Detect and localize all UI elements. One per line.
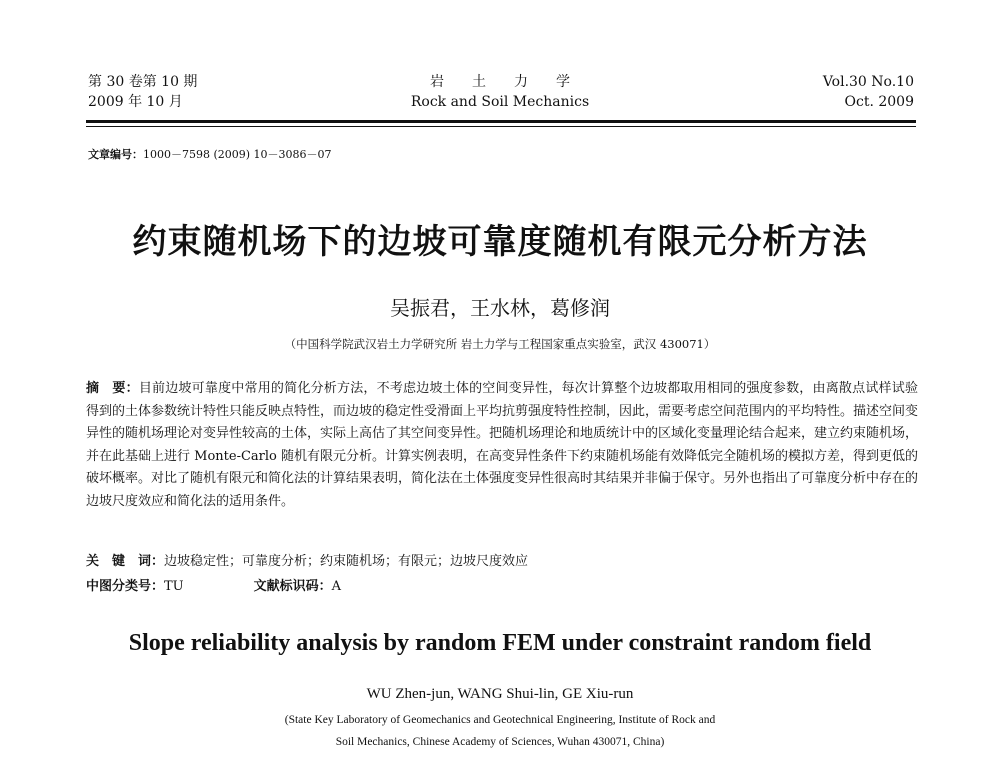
title-cn: 约束随机场下的边坡可靠度随机有限元分析方法 [132, 222, 868, 262]
volume-cn: 第 30 卷第 10 期 [88, 74, 198, 90]
keywords-text: 边坡稳定性；可靠度分析；约束随机场；有限元；边坡尺度效应 [164, 554, 529, 569]
abstract-cn [86, 378, 918, 513]
abstract-label: 摘 要： [86, 381, 139, 396]
date-cn: 2009 年 10 月 [88, 94, 183, 110]
abstract-text: 目前边坡可靠度中常用的简化分析方法，不考虑边坡土体的空间变异性，每次计算整个边坡都取用相同的强度参数，由离散点试样试验得到的土体参数统计特性只能反映点特性，而边坡的稳定性受滑面上平均抗剪强度特性控制，因此，需要考虑空间范围内的平均特性。描述空间变异性的随机场理论对变异性较高的土体，实际上高估了其空间变异性。把随机场理论和地质统计中的区域化变量理论结合起来，建立约束随机场，并在此基础上进行 Monte-Carlo 随机有限元分析。计算实例表明，在高变异性条件下约束随机场能有效降低完全随机场的模拟方差，得到更低的破坏概率。对比了随机有限元和简化法的计算结果表明，简化法在土体强度变异性很高时其结果并非偏于保守。另外也指出了可靠度分析中存在的边坡尺度效应和简化法的适用条件。 [86, 381, 919, 509]
header-rule-thin [86, 126, 916, 127]
journal-title-cn: 岩土力学 [430, 74, 598, 90]
doc-code-value: A [331, 579, 342, 594]
volume-en: Vol.30 No.10 [822, 74, 914, 90]
authors-cn: 吴振君，王水林，葛修润 [390, 296, 610, 320]
authors-en: WU Zhen-jun, WANG Shui-lin, GE Xiu-run [366, 686, 634, 702]
affiliation-en-line2: Soil Mechanics, Chinese Academy of Sciences, Wuhan 430071, China) [335, 736, 665, 748]
date-en: Oct. 2009 [844, 94, 914, 110]
keywords-label: 关 键 词： [86, 554, 165, 569]
title-en: Slope reliability analysis by random FEM under constraint random field [128, 630, 872, 656]
header-rule-thick [86, 120, 916, 123]
affiliation-en-line1: (State Key Laboratory of Geomechanics and Geotechnical Engineering, Institute of Rock and [284, 714, 716, 726]
article-number [88, 146, 332, 162]
doc-code-label: 文献标识码： [253, 579, 332, 594]
header-right [823, 72, 914, 112]
journal-title-en: Rock and Soil Mechanics [410, 94, 590, 110]
keywords [86, 552, 528, 572]
clc-label: 中图分类号： [86, 579, 165, 594]
affiliation-cn: （中国科学院武汉岩土力学研究所 岩土力学与工程国家重点实验室，武汉 430071） [284, 337, 716, 351]
article-number-value: 1000－7598 (2009) 10－3086－07 [143, 148, 332, 161]
clc-value: TU [164, 579, 184, 594]
classification [86, 577, 341, 597]
article-number-label: 文章编号： [88, 148, 143, 161]
